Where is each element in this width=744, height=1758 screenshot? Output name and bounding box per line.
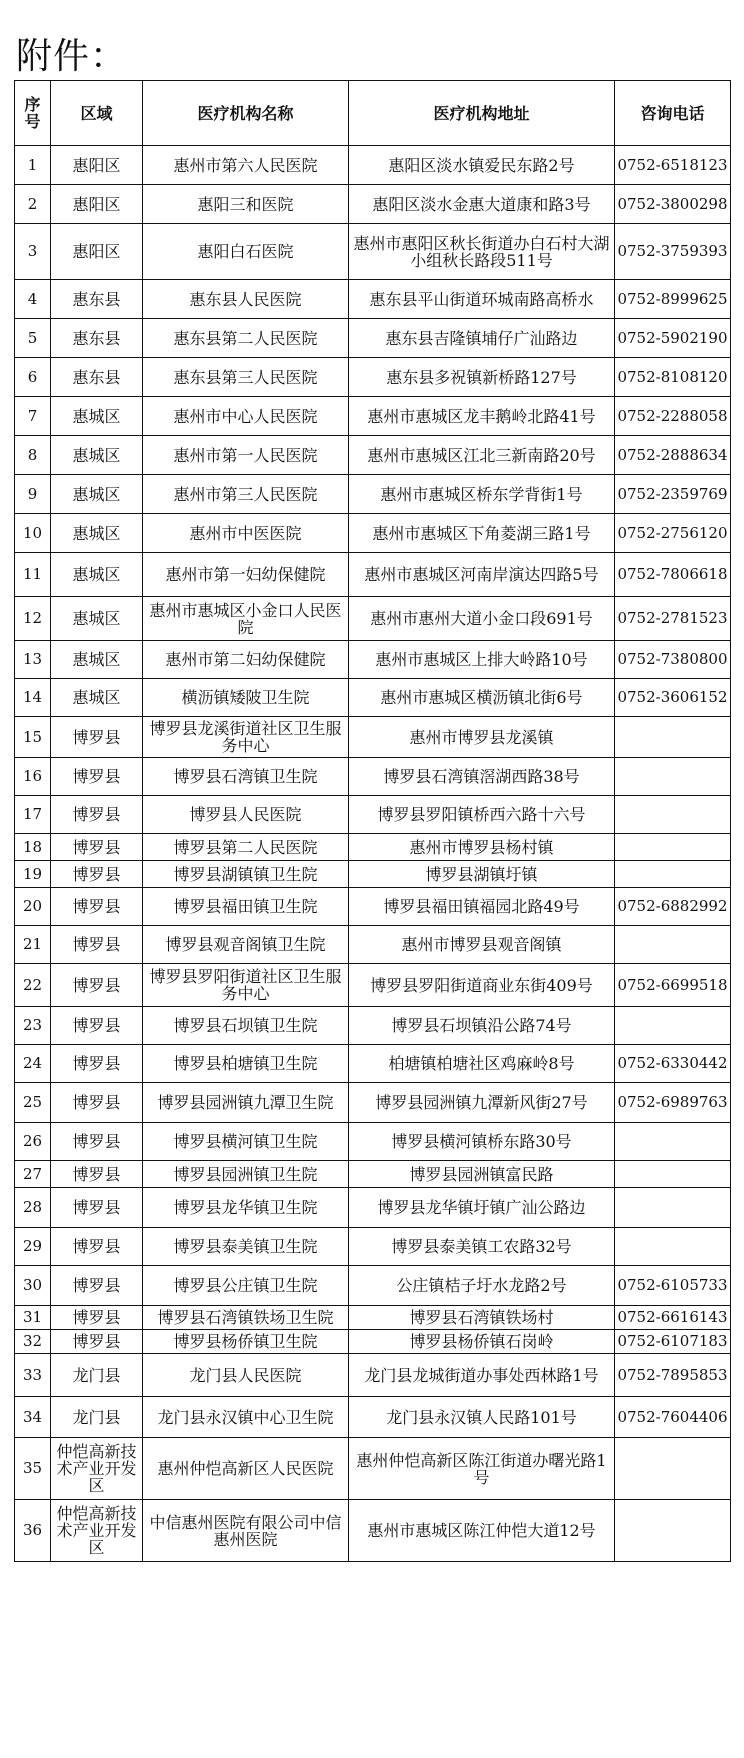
table-row	[15, 926, 731, 964]
row-institution-name: 博罗县杨侨镇卫生院	[143, 1330, 349, 1354]
row-region: 惠阳区	[51, 146, 143, 185]
row-index: 14	[15, 679, 51, 717]
row-phone: 0752-2288058	[615, 397, 731, 436]
row-institution-address: 惠州市惠城区下角菱湖三路1号	[349, 514, 615, 553]
row-institution-address: 惠州仲恺高新区陈江街道办曙光路1号	[349, 1438, 615, 1500]
row-phone	[615, 758, 731, 796]
row-index: 20	[15, 888, 51, 926]
row-institution-address: 惠州市惠城区龙丰鹅岭北路41号	[349, 397, 615, 436]
row-phone	[615, 1228, 731, 1266]
row-institution-address: 龙门县龙城街道办事处西林路1号	[349, 1354, 615, 1397]
row-phone: 0752-6882992	[615, 888, 731, 926]
table-row	[15, 679, 731, 717]
row-phone	[615, 834, 731, 861]
row-institution-address: 惠州市博罗县观音阁镇	[349, 926, 615, 964]
row-institution-name: 惠州市第一人民医院	[143, 436, 349, 475]
table-row	[15, 1266, 731, 1306]
row-institution-name: 博罗县园洲镇九潭卫生院	[143, 1083, 349, 1123]
row-phone: 0752-6616143	[615, 1306, 731, 1330]
table-header-row	[15, 81, 731, 146]
row-region: 惠东县	[51, 358, 143, 397]
row-institution-name: 惠州仲恺高新区人民医院	[143, 1438, 349, 1500]
table-row	[15, 1438, 731, 1500]
row-region: 龙门县	[51, 1397, 143, 1438]
table-row	[15, 1330, 731, 1354]
row-institution-address: 惠州市惠城区江北三新南路20号	[349, 436, 615, 475]
row-institution-name: 博罗县泰美镇卫生院	[143, 1228, 349, 1266]
table-row	[15, 1500, 731, 1562]
row-index: 3	[15, 224, 51, 280]
header-institution-address: 医疗机构地址	[349, 81, 615, 146]
table-row	[15, 717, 731, 758]
row-institution-address: 惠州市惠城区桥东学背街1号	[349, 475, 615, 514]
row-institution-address: 柏塘镇柏塘社区鸡麻岭8号	[349, 1045, 615, 1083]
page-title: 附件：	[16, 36, 128, 77]
row-institution-address: 惠阳区淡水金惠大道康和路3号	[349, 185, 615, 224]
row-institution-name: 惠州市第三人民医院	[143, 475, 349, 514]
table-row	[15, 1354, 731, 1397]
row-institution-name: 博罗县柏塘镇卫生院	[143, 1045, 349, 1083]
row-region: 博罗县	[51, 1045, 143, 1083]
row-phone: 0752-6105733	[615, 1266, 731, 1306]
row-institution-name: 惠阳白石医院	[143, 224, 349, 280]
row-institution-name: 惠阳三和医院	[143, 185, 349, 224]
row-index: 22	[15, 964, 51, 1007]
row-index: 7	[15, 397, 51, 436]
row-institution-address: 惠东县吉隆镇埔仔广汕路边	[349, 319, 615, 358]
row-index: 33	[15, 1354, 51, 1397]
row-institution-name: 博罗县龙溪街道社区卫生服务中心	[143, 717, 349, 758]
row-institution-address: 惠东县多祝镇新桥路127号	[349, 358, 615, 397]
row-phone: 0752-3606152	[615, 679, 731, 717]
table-row	[15, 597, 731, 641]
row-institution-name: 博罗县罗阳街道社区卫生服务中心	[143, 964, 349, 1007]
row-index: 17	[15, 796, 51, 834]
row-institution-address: 惠州市惠城区上排大岭路10号	[349, 641, 615, 679]
table-row	[15, 1045, 731, 1083]
row-institution-address: 惠州市惠州大道小金口段691号	[349, 597, 615, 641]
row-institution-name: 博罗县福田镇卫生院	[143, 888, 349, 926]
row-region: 博罗县	[51, 888, 143, 926]
row-institution-name: 博罗县园洲镇卫生院	[143, 1161, 349, 1188]
row-region: 博罗县	[51, 926, 143, 964]
row-index: 10	[15, 514, 51, 553]
row-phone	[615, 861, 731, 888]
row-institution-name: 惠州市惠城区小金口人民医院	[143, 597, 349, 641]
row-phone: 0752-6518123	[615, 146, 731, 185]
table-row	[15, 397, 731, 436]
row-phone	[615, 1123, 731, 1161]
row-institution-address: 博罗县罗阳镇桥西六路十六号	[349, 796, 615, 834]
row-phone: 0752-3800298	[615, 185, 731, 224]
table-row	[15, 514, 731, 553]
row-institution-name: 博罗县人民医院	[143, 796, 349, 834]
row-region: 惠阳区	[51, 185, 143, 224]
row-institution-name: 龙门县人民医院	[143, 1354, 349, 1397]
row-region: 惠城区	[51, 436, 143, 475]
row-phone	[615, 1438, 731, 1500]
row-region: 惠城区	[51, 641, 143, 679]
row-index: 21	[15, 926, 51, 964]
row-institution-address: 惠东县平山街道环城南路高桥水	[349, 280, 615, 319]
row-index: 6	[15, 358, 51, 397]
row-phone	[615, 1500, 731, 1562]
table-row	[15, 964, 731, 1007]
table-row	[15, 758, 731, 796]
row-index: 9	[15, 475, 51, 514]
row-index: 35	[15, 1438, 51, 1500]
row-institution-name: 博罗县第二人民医院	[143, 834, 349, 861]
row-institution-address: 博罗县横河镇桥东路30号	[349, 1123, 615, 1161]
row-institution-address: 博罗县园洲镇富民路	[349, 1161, 615, 1188]
row-institution-address: 博罗县石坝镇沿公路74号	[349, 1007, 615, 1045]
row-index: 29	[15, 1228, 51, 1266]
row-region: 博罗县	[51, 1266, 143, 1306]
row-phone	[615, 926, 731, 964]
table-row	[15, 436, 731, 475]
row-institution-name: 惠东县第二人民医院	[143, 319, 349, 358]
row-phone	[615, 717, 731, 758]
table-row	[15, 796, 731, 834]
row-phone: 0752-6107183	[615, 1330, 731, 1354]
table-row	[15, 319, 731, 358]
row-phone: 0752-8108120	[615, 358, 731, 397]
header-institution-name: 医疗机构名称	[143, 81, 349, 146]
row-institution-address: 博罗县福田镇福园北路49号	[349, 888, 615, 926]
row-institution-address: 惠州市惠城区河南岸演达四路5号	[349, 553, 615, 597]
row-institution-name: 博罗县石坝镇卫生院	[143, 1007, 349, 1045]
row-region: 惠城区	[51, 597, 143, 641]
row-institution-address: 博罗县杨侨镇石岗岭	[349, 1330, 615, 1354]
row-phone	[615, 1188, 731, 1228]
row-institution-address: 博罗县泰美镇工农路32号	[349, 1228, 615, 1266]
row-index: 15	[15, 717, 51, 758]
row-region: 博罗县	[51, 964, 143, 1007]
row-institution-address: 博罗县湖镇圩镇	[349, 861, 615, 888]
row-institution-name: 博罗县横河镇卫生院	[143, 1123, 349, 1161]
table-row	[15, 1083, 731, 1123]
row-phone	[615, 796, 731, 834]
row-phone: 0752-6699518	[615, 964, 731, 1007]
row-institution-address: 惠州市惠阳区秋长街道办白石村大湖小组秋长路段511号	[349, 224, 615, 280]
table-row	[15, 553, 731, 597]
hospital-table	[14, 80, 731, 1562]
row-index: 13	[15, 641, 51, 679]
row-region: 惠城区	[51, 397, 143, 436]
row-institution-address: 博罗县罗阳街道商业东街409号	[349, 964, 615, 1007]
row-region: 博罗县	[51, 1161, 143, 1188]
table-row	[15, 1306, 731, 1330]
row-institution-name: 惠州市第二妇幼保健院	[143, 641, 349, 679]
row-phone: 0752-2359769	[615, 475, 731, 514]
row-region: 博罗县	[51, 1306, 143, 1330]
row-institution-address: 龙门县永汉镇人民路101号	[349, 1397, 615, 1438]
row-index: 12	[15, 597, 51, 641]
row-institution-address: 惠州市惠城区横沥镇北街6号	[349, 679, 615, 717]
row-index: 19	[15, 861, 51, 888]
row-region: 惠城区	[51, 553, 143, 597]
row-region: 博罗县	[51, 834, 143, 861]
row-region: 惠城区	[51, 475, 143, 514]
row-region: 博罗县	[51, 758, 143, 796]
row-institution-address: 公庄镇桔子圩水龙路2号	[349, 1266, 615, 1306]
row-institution-name: 博罗县石湾镇铁场卫生院	[143, 1306, 349, 1330]
row-index: 1	[15, 146, 51, 185]
row-phone: 0752-7380800	[615, 641, 731, 679]
row-phone: 0752-7604406	[615, 1397, 731, 1438]
row-region: 惠东县	[51, 280, 143, 319]
table-row	[15, 834, 731, 861]
row-region: 博罗县	[51, 1083, 143, 1123]
table-row	[15, 224, 731, 280]
row-phone: 0752-2781523	[615, 597, 731, 641]
row-institution-address: 惠州市博罗县杨村镇	[349, 834, 615, 861]
row-institution-name: 惠东县人民医院	[143, 280, 349, 319]
row-institution-name: 博罗县龙华镇卫生院	[143, 1188, 349, 1228]
row-phone	[615, 1007, 731, 1045]
row-region: 惠东县	[51, 319, 143, 358]
header-index: 序号	[15, 81, 51, 146]
table-row	[15, 1007, 731, 1045]
row-index: 31	[15, 1306, 51, 1330]
row-institution-name: 惠州市中心人民医院	[143, 397, 349, 436]
row-institution-address: 惠阳区淡水镇爱民东路2号	[349, 146, 615, 185]
row-phone: 0752-2888634	[615, 436, 731, 475]
row-institution-address: 惠州市惠城区陈江仲恺大道12号	[349, 1500, 615, 1562]
header-region: 区域	[51, 81, 143, 146]
row-index: 8	[15, 436, 51, 475]
row-region: 惠城区	[51, 514, 143, 553]
table-row	[15, 641, 731, 679]
row-institution-name: 惠州市第六人民医院	[143, 146, 349, 185]
row-institution-name: 中信惠州医院有限公司中信惠州医院	[143, 1500, 349, 1562]
row-phone: 0752-6989763	[615, 1083, 731, 1123]
row-phone: 0752-6330442	[615, 1045, 731, 1083]
table-row	[15, 861, 731, 888]
row-index: 11	[15, 553, 51, 597]
row-region: 仲恺高新技术产业开发区	[51, 1500, 143, 1562]
row-region: 博罗县	[51, 861, 143, 888]
row-institution-name: 博罗县石湾镇卫生院	[143, 758, 349, 796]
row-institution-address: 博罗县园洲镇九潭新风街27号	[349, 1083, 615, 1123]
row-phone: 0752-7806618	[615, 553, 731, 597]
row-region: 博罗县	[51, 1007, 143, 1045]
table-row	[15, 280, 731, 319]
row-index: 16	[15, 758, 51, 796]
table-row	[15, 146, 731, 185]
row-index: 34	[15, 1397, 51, 1438]
row-institution-address: 博罗县龙华镇圩镇广汕公路边	[349, 1188, 615, 1228]
row-institution-name: 惠东县第三人民医院	[143, 358, 349, 397]
row-institution-name: 横沥镇矮陂卫生院	[143, 679, 349, 717]
row-index: 5	[15, 319, 51, 358]
row-region: 博罗县	[51, 1330, 143, 1354]
row-index: 24	[15, 1045, 51, 1083]
row-region: 博罗县	[51, 1123, 143, 1161]
row-phone: 0752-5902190	[615, 319, 731, 358]
table-row	[15, 1188, 731, 1228]
row-index: 32	[15, 1330, 51, 1354]
row-institution-name: 博罗县观音阁镇卫生院	[143, 926, 349, 964]
row-region: 博罗县	[51, 717, 143, 758]
row-index: 4	[15, 280, 51, 319]
row-index: 30	[15, 1266, 51, 1306]
row-phone: 0752-3759393	[615, 224, 731, 280]
row-phone: 0752-8999625	[615, 280, 731, 319]
row-index: 28	[15, 1188, 51, 1228]
table-row	[15, 475, 731, 514]
row-region: 博罗县	[51, 1228, 143, 1266]
row-region: 龙门县	[51, 1354, 143, 1397]
table-row	[15, 1397, 731, 1438]
row-region: 博罗县	[51, 796, 143, 834]
row-index: 36	[15, 1500, 51, 1562]
row-index: 18	[15, 834, 51, 861]
row-index: 26	[15, 1123, 51, 1161]
row-institution-name: 惠州市中医医院	[143, 514, 349, 553]
row-institution-address: 博罗县石湾镇滘湖西路38号	[349, 758, 615, 796]
row-phone	[615, 1161, 731, 1188]
row-institution-name: 博罗县公庄镇卫生院	[143, 1266, 349, 1306]
row-institution-name: 惠州市第一妇幼保健院	[143, 553, 349, 597]
header-phone: 咨询电话	[615, 81, 731, 146]
row-region: 惠阳区	[51, 224, 143, 280]
table-row	[15, 1161, 731, 1188]
table-row	[15, 1123, 731, 1161]
table-row	[15, 358, 731, 397]
table-row	[15, 185, 731, 224]
row-phone: 0752-2756120	[615, 514, 731, 553]
row-region: 惠城区	[51, 679, 143, 717]
row-institution-name: 龙门县永汉镇中心卫生院	[143, 1397, 349, 1438]
row-region: 博罗县	[51, 1188, 143, 1228]
row-index: 25	[15, 1083, 51, 1123]
row-phone: 0752-7895853	[615, 1354, 731, 1397]
table-row	[15, 888, 731, 926]
table-row	[15, 1228, 731, 1266]
row-index: 27	[15, 1161, 51, 1188]
row-institution-address: 惠州市博罗县龙溪镇	[349, 717, 615, 758]
row-region: 仲恺高新技术产业开发区	[51, 1438, 143, 1500]
row-institution-name: 博罗县湖镇镇卫生院	[143, 861, 349, 888]
row-index: 23	[15, 1007, 51, 1045]
row-institution-address: 博罗县石湾镇铁场村	[349, 1306, 615, 1330]
row-index: 2	[15, 185, 51, 224]
